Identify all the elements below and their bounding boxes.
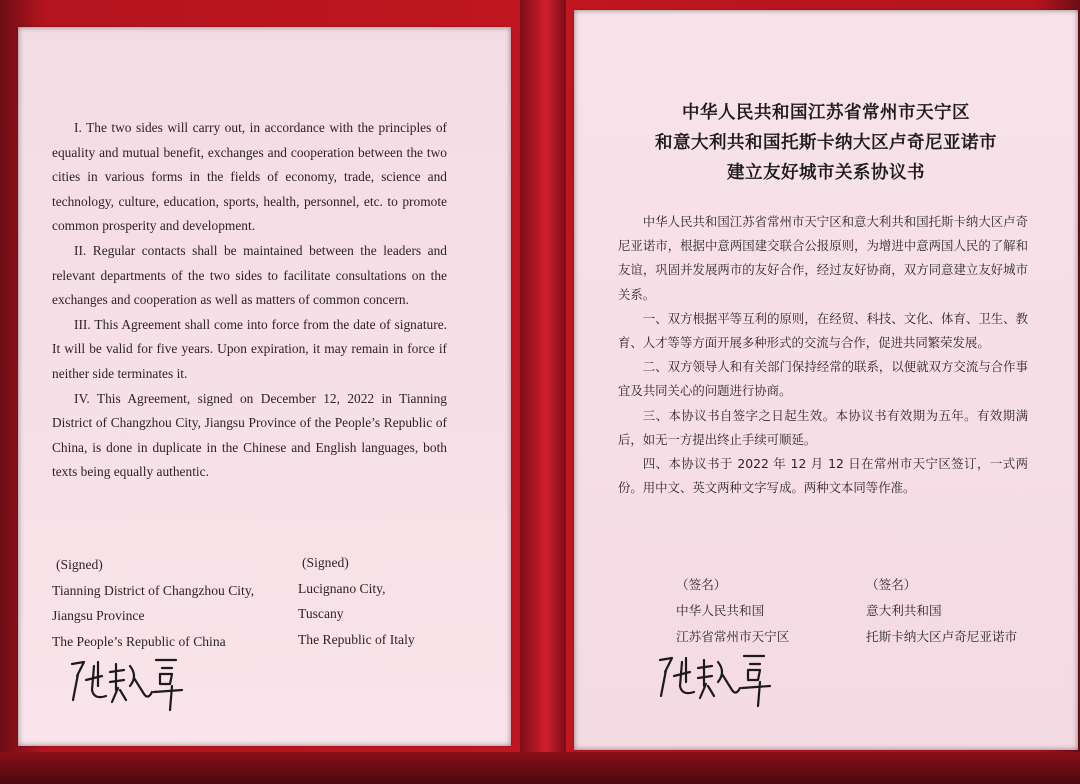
chinese-article-1: 一、双方根据平等互利的原则，在经贸、科技、文化、体育、卫生、教育、人才等等方面开展多种形式的交流与合作，促进共同繁荣发展。 <box>618 310 1028 351</box>
folder-spine <box>520 0 566 784</box>
signatory-line: The Republic of Italy <box>298 631 415 647</box>
signed-label: (Signed) <box>302 555 349 570</box>
chinese-article-4: 四、本协议书于 2022 年 12 月 12 日在常州市天宁区签订，一式两份。用中文、英文两种文字写成。两种文本同等作准。 <box>618 456 1028 496</box>
signatory-line: 江苏省常州市天宁区 <box>676 629 790 644</box>
handwritten-signature <box>64 650 194 714</box>
title-line: 和意大利共和国托斯卡纳大区卢奇尼亚诺市 <box>655 133 997 153</box>
chinese-article-2: 二、双方领导人和有关部门保持经常的联系，以便就双方交流与合作事宜及共同关心的问题进行协商。 <box>618 359 1028 399</box>
signed-label: (Signed) <box>56 557 103 572</box>
title-line: 建立友好城市关系协议书 <box>727 163 925 183</box>
signatory-line: The People’s Republic of China <box>52 633 226 649</box>
english-signature-block-china <box>52 552 254 654</box>
chinese-signature-block-italy <box>866 572 1017 650</box>
chinese-agreement-text <box>618 210 1028 500</box>
english-article-2: II. Regular contacts shall be maintained between the leaders and relevant departments of the two sides to facilitate consultations on the exchanges and cooperation as well as matters of common concern. <box>52 242 447 308</box>
english-article-3: III. This Agreement shall come into force from the date of signature. It will be valid for five years. Upon expiration, it may remain in force if neither side terminates it. <box>52 316 447 381</box>
handwritten-signature <box>652 646 782 710</box>
signatory-line: Tuscany <box>298 606 344 621</box>
english-signature-block-italy <box>298 550 415 652</box>
signatory-line: 托斯卡纳大区卢奇尼亚诺市 <box>866 629 1018 644</box>
english-agreement-text <box>52 116 447 485</box>
signatory-line: 中华人民共和国 <box>676 603 765 618</box>
chinese-article-3: 三、本协议书自签字之日起生效。本协议书有效期为五年。有效期满后，如无一方提出终止手续可顺延。 <box>618 407 1028 447</box>
title-line: 中华人民共和国江苏省常州市天宁区 <box>682 103 970 123</box>
signatory-line: Jiangsu Province <box>52 608 145 623</box>
chinese-signature-block-china <box>676 572 789 650</box>
english-article-4: IV. This Agreement, signed on December 12, 2022 in Tianning District of Changzhou City, Jiangsu Province of the People’s Republic of China, is done in duplicate in the Chinese and English languages, both texts being equally authentic. <box>52 390 447 480</box>
signatory-line: 意大利共和国 <box>866 603 942 618</box>
chinese-preamble: 中华人民共和国江苏省常州市天宁区和意大利共和国托斯卡纳大区卢奇尼亚诺市，根据中意两国建交联合公报原则，为增进中意两国人民的了解和友谊，巩固并发展两市的友好合作，经过友好协商，双方同意建立友好城市关系。 <box>618 214 1028 302</box>
chinese-agreement-title <box>574 98 1078 188</box>
english-article-1: I. The two sides will carry out, in accordance with the principles of equality and mutual benefit, exchanges and cooperation between the two cities in various forms in the fields of economy, trade, science and technology, culture, education, sports, health, personnel, etc. to promote common prosperity and development. <box>52 120 447 234</box>
folder-bottom-edge <box>0 752 1080 784</box>
signatory-line: Tianning District of Changzhou City, <box>52 582 255 598</box>
signed-label: （签名） <box>866 577 917 592</box>
signed-label: （签名） <box>676 577 727 592</box>
signatory-line: Lucignano City, <box>298 580 386 596</box>
